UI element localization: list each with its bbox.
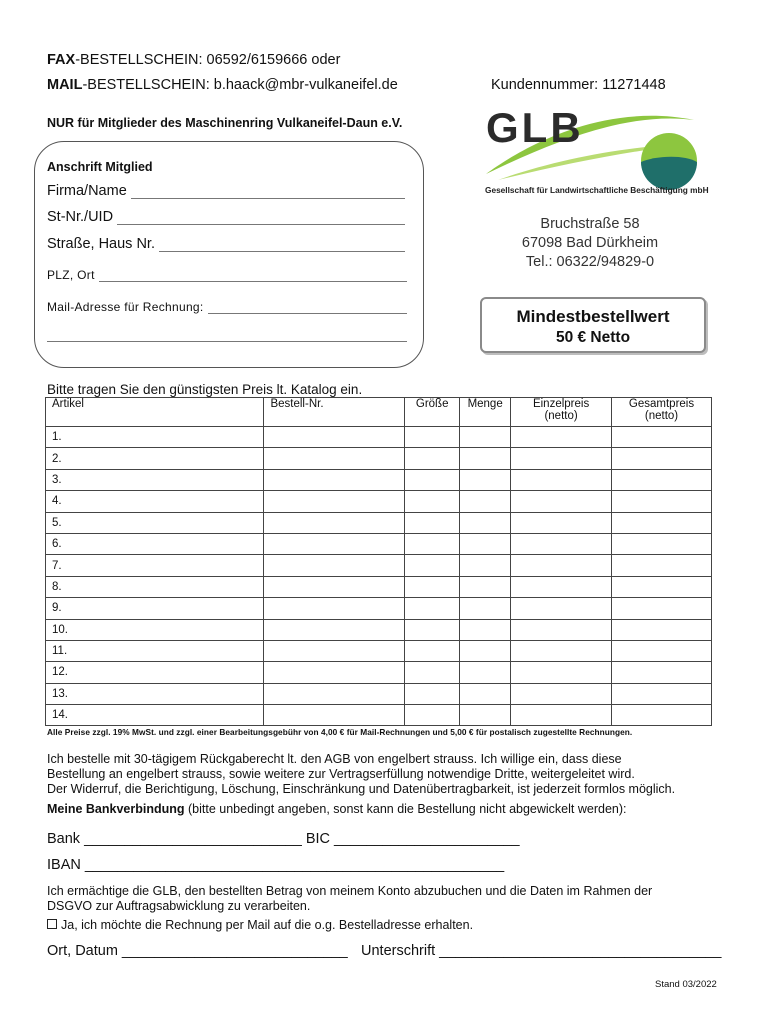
artikel-cell[interactable]: 10. [46, 619, 264, 640]
groesse-cell[interactable] [405, 598, 460, 619]
artikel-cell[interactable]: 8. [46, 576, 264, 597]
customer-number: Kundennummer: 11271448 [491, 77, 666, 93]
min-order-amount: 50 € Netto [555, 329, 631, 346]
artikel-cell[interactable]: 3. [46, 469, 264, 490]
einzelpreis-cell[interactable] [511, 448, 612, 469]
gesamtpreis-cell[interactable] [612, 576, 712, 597]
gesamtpreis-cell[interactable] [612, 491, 712, 512]
fax-label: FAX [47, 52, 76, 68]
artikel-cell[interactable]: 13. [46, 683, 264, 704]
table-row [46, 683, 712, 704]
table-row [46, 662, 712, 683]
col-bestellnr: Bestell-Nr. [264, 398, 405, 427]
einzelpreis-cell[interactable] [511, 576, 612, 597]
menge-cell[interactable] [460, 705, 511, 726]
fax-number: -BESTELLSCHEIN: 06592/6159666 oder [75, 52, 341, 68]
bestellnr-cell[interactable] [264, 469, 405, 490]
table-row [46, 512, 712, 533]
menge-cell[interactable] [460, 555, 511, 576]
artikel-cell[interactable]: 11. [46, 640, 264, 661]
artikel-cell[interactable]: 1. [46, 427, 264, 448]
min-order-box [480, 297, 706, 353]
bestellnr-cell[interactable] [264, 705, 405, 726]
table-row [46, 598, 712, 619]
groesse-cell[interactable] [405, 512, 460, 533]
firma-field[interactable] [47, 183, 405, 199]
table-row [46, 555, 712, 576]
artikel-cell[interactable]: 4. [46, 491, 264, 512]
groesse-cell[interactable] [405, 533, 460, 554]
col-einzelpreis-sub: (netto) [544, 410, 578, 422]
bestellnr-cell[interactable] [264, 491, 405, 512]
bestellnr-cell[interactable] [264, 598, 405, 619]
groesse-cell[interactable] [405, 491, 460, 512]
gesamtpreis-cell[interactable] [612, 533, 712, 554]
table-row [46, 640, 712, 661]
members-only-note: NUR für Mitglieder des Maschinenring Vulkaneifel-Daun e.V. [47, 116, 403, 130]
menge-cell[interactable] [460, 469, 511, 490]
bestellnr-cell[interactable] [264, 533, 405, 554]
bank-heading-bold: Meine Bankverbindung [47, 802, 185, 816]
einzelpreis-cell[interactable] [511, 683, 612, 704]
menge-cell[interactable] [460, 533, 511, 554]
gesamtpreis-cell[interactable] [612, 705, 712, 726]
bestellnr-cell[interactable] [264, 555, 405, 576]
col-gesamtpreis [612, 398, 712, 427]
authorization-line: Ich ermächtige die GLB, den bestellten Betrag von meinem Konto abzubuchen und die Daten im Rahmen der [47, 884, 653, 898]
strasse-label: Straße, Haus Nr. [47, 236, 155, 252]
iban-field[interactable]: IBAN ____________________________________________________ [47, 857, 505, 873]
einzelpreis-cell[interactable] [511, 640, 612, 661]
gesamtpreis-cell[interactable] [612, 555, 712, 576]
gesamtpreis-cell[interactable] [612, 598, 712, 619]
bestellnr-cell[interactable] [264, 448, 405, 469]
bestellnr-cell[interactable] [264, 619, 405, 640]
groesse-cell[interactable] [405, 705, 460, 726]
groesse-cell[interactable] [405, 555, 460, 576]
table-row [46, 448, 712, 469]
mail-invoice-text: Ja, ich möchte die Rechnung per Mail auf die o.g. Bestelladresse erhalten. [61, 918, 474, 932]
menge-cell[interactable] [460, 598, 511, 619]
menge-cell[interactable] [460, 640, 511, 661]
groesse-cell[interactable] [405, 619, 460, 640]
col-artikel: Artikel [46, 398, 264, 427]
mail-invoice-line [208, 301, 407, 314]
firma-label: Firma/Name [47, 183, 127, 199]
gesamtpreis-cell[interactable] [612, 448, 712, 469]
stnr-label: St-Nr./UID [47, 209, 114, 225]
menge-cell[interactable] [460, 448, 511, 469]
version-stand: Stand 03/2022 [655, 979, 717, 990]
gesamtpreis-cell[interactable] [612, 512, 712, 533]
einzelpreis-cell[interactable] [511, 662, 612, 683]
table-row [46, 705, 712, 726]
authorization-text [47, 884, 652, 914]
stnr-field[interactable] [47, 209, 405, 225]
einzelpreis-cell[interactable] [511, 619, 612, 640]
gesamtpreis-cell[interactable] [612, 683, 712, 704]
groesse-cell[interactable] [405, 640, 460, 661]
menge-cell[interactable] [460, 662, 511, 683]
authorization-line: DSGVO zur Auftragsabwicklung zu verarbeiten. [47, 899, 311, 913]
price-instruction: Bitte tragen Sie den günstigsten Preis lt. Katalog ein. [47, 382, 363, 397]
col-einzelpreis [511, 398, 612, 427]
plz-label: PLZ, Ort [47, 268, 95, 282]
plz-line [99, 269, 407, 282]
groesse-cell[interactable] [405, 427, 460, 448]
artikel-cell[interactable]: 6. [46, 533, 264, 554]
artikel-cell[interactable]: 14. [46, 705, 264, 726]
gesamtpreis-cell[interactable] [612, 427, 712, 448]
bank-heading [47, 802, 627, 817]
supplier-address [470, 215, 710, 272]
groesse-cell[interactable] [405, 662, 460, 683]
table-row [46, 491, 712, 512]
groesse-cell[interactable] [405, 448, 460, 469]
mail-extra-line[interactable] [47, 341, 407, 342]
strasse-line [159, 239, 405, 252]
min-order-label: Mindestbestellwert [516, 307, 670, 326]
gesamtpreis-cell[interactable] [612, 662, 712, 683]
bestellnr-cell[interactable] [264, 512, 405, 533]
menge-cell[interactable] [460, 512, 511, 533]
supplier-street: Bruchstraße 58 [540, 216, 640, 232]
mail-invoice-label: Mail-Adresse für Rechnung: [47, 300, 204, 314]
col-gesamtpreis-sub: (netto) [644, 410, 679, 422]
address-box [34, 141, 424, 368]
einzelpreis-cell[interactable] [511, 512, 612, 533]
groesse-cell[interactable] [405, 576, 460, 597]
ort-datum-field[interactable]: Ort, Datum ____________________________ [47, 943, 348, 959]
einzelpreis-cell[interactable] [511, 555, 612, 576]
artikel-cell[interactable]: 12. [46, 662, 264, 683]
einzelpreis-cell[interactable] [511, 705, 612, 726]
gesamtpreis-cell[interactable] [612, 469, 712, 490]
artikel-cell[interactable]: 2. [46, 448, 264, 469]
gesamtpreis-cell[interactable] [612, 640, 712, 661]
col-groesse: Größe [405, 398, 460, 427]
table-row [46, 427, 712, 448]
mail-label: MAIL [47, 77, 83, 93]
menge-cell[interactable] [460, 576, 511, 597]
strasse-field[interactable] [47, 236, 405, 252]
bestellnr-cell[interactable] [264, 640, 405, 661]
table-header-row [46, 398, 712, 427]
consent-line: Ich bestelle mit 30-tägigem Rückgaberecht lt. den AGB von engelbert strauss. Ich willige ein, dass diese [47, 752, 622, 766]
artikel-cell[interactable]: 9. [46, 598, 264, 619]
signature-field[interactable]: Unterschrift ___________________________________ [361, 943, 722, 959]
col-gesamtpreis-label: Gesamtpreis [628, 398, 695, 410]
stnr-line [117, 212, 405, 225]
table-row [46, 576, 712, 597]
col-einzelpreis-label: Einzelpreis [532, 398, 590, 410]
logo-subtitle: Gesellschaft für Landwirtschaftliche Beschäftigung mbH [485, 185, 709, 195]
mail-address: -BESTELLSCHEIN: b.haack@mbr-vulkaneifel.de [82, 77, 398, 93]
order-table [45, 397, 712, 726]
table-row [46, 469, 712, 490]
supplier-phone: Tel.: 06322/94829-0 [525, 254, 655, 270]
mail-invoice-option[interactable] [47, 918, 473, 933]
einzelpreis-cell[interactable] [511, 427, 612, 448]
gesamtpreis-cell[interactable] [612, 619, 712, 640]
einzelpreis-cell[interactable] [511, 469, 612, 490]
einzelpreis-cell[interactable] [511, 491, 612, 512]
mail-line [47, 77, 398, 93]
consent-line: Der Widerruf, die Berichtigung, Löschung, Einschränkung und Datenübertragbarkeit, ist jederzeit formlos möglich. [47, 782, 676, 796]
fax-line [47, 52, 340, 68]
fine-print: Alle Preise zzgl. 19% MwSt. und zzgl. einer Bearbeitungsgebühr von 4,00 € für Mail-Rechnungen und 5,00 € für postalisch zugestellte Rechnungen. [47, 727, 633, 737]
consent-line: Bestellung an engelbert strauss, sowie weitere zur Vertragserfüllung notwendige Dritte, weitergeleitet wird. [47, 767, 635, 781]
supplier-city: 67098 Bad Dürkheim [521, 235, 659, 251]
menge-cell[interactable] [460, 683, 511, 704]
logo-text: GLB [486, 104, 584, 151]
einzelpreis-cell[interactable] [511, 598, 612, 619]
mail-field[interactable] [47, 300, 407, 314]
col-menge: Menge [460, 398, 511, 427]
bestellnr-cell[interactable] [264, 683, 405, 704]
table-row [46, 619, 712, 640]
consent-text [47, 752, 675, 797]
menge-cell[interactable] [460, 427, 511, 448]
groesse-cell[interactable] [405, 683, 460, 704]
bestellnr-cell[interactable] [264, 662, 405, 683]
bank-heading-note: (bitte unbedingt angeben, sonst kann die Bestellung nicht abgewickelt werden): [184, 802, 627, 816]
mail-invoice-checkbox[interactable] [47, 919, 57, 929]
bestellnr-cell[interactable] [264, 427, 405, 448]
bank-bic-field[interactable]: Bank ___________________________ BIC _______________________ [47, 831, 520, 847]
firma-line [131, 186, 405, 199]
plz-field[interactable] [47, 268, 407, 282]
menge-cell[interactable] [460, 619, 511, 640]
bestellnr-cell[interactable] [264, 576, 405, 597]
groesse-cell[interactable] [405, 469, 460, 490]
artikel-cell[interactable]: 7. [46, 555, 264, 576]
artikel-cell[interactable]: 5. [46, 512, 264, 533]
table-row [46, 533, 712, 554]
address-title: Anschrift Mitglied [47, 160, 153, 174]
menge-cell[interactable] [460, 491, 511, 512]
einzelpreis-cell[interactable] [511, 533, 612, 554]
